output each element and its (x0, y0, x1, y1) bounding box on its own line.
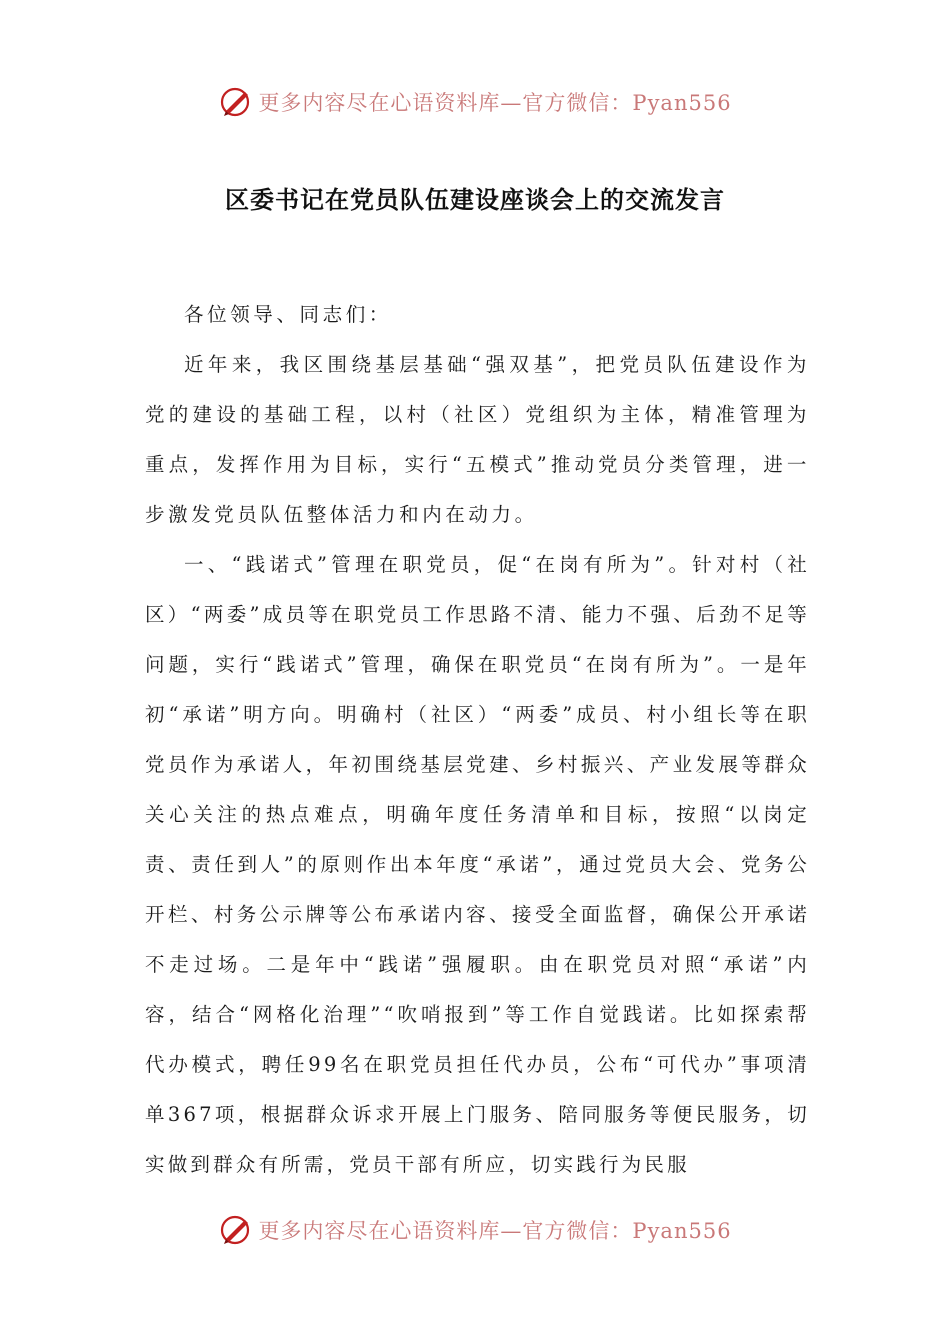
footer-watermark-banner (0, 1208, 950, 1252)
pen-logo-icon (218, 1212, 254, 1248)
watermark-text: 更多内容尽在心语资料库—官方微信：Pyan556 (258, 1219, 732, 1243)
paragraph: 近年来，我区围绕基层基础“强双基”，把党员队伍建设作为党的建设的基础工程，以村（社区）党组织为主体，精准管理为重点，发挥作用为目标，实行“五模式”推动党员分类管理，进一步激发党员队伍整体活力和内在动力。 (145, 353, 810, 526)
paragraph: 一、“践诺式”管理在职党员，促“在岗有所为”。针对村（社区）“两委”成员等在职党员工作思路不清、能力不强、后劲不足等问题，实行“践诺式”管理，确保在职党员“在岗有所为”。一是年初“承诺”明方向。明确村（社区）“两委”成员、村小组长等在职党员作为承诺人，年初围绕基层党建、乡村振兴、产业发展等群众关心关注的热点难点，明确年度任务清单和目标，按照“以岗定责、责任到人”的原则作出本年度“承诺”，通过党员大会、党务公开栏、村务公示牌等公布承诺内容、接受全面监督，确保公开承诺不走过场。二是年中“践诺”强履职。由在职党员对照“承诺”内容，结合“网格化治理”“吹哨报到”等工作自觉践诺。比如探索帮代办模式，聘任99名在职党员担任代办员，公布“可代办”事项清单367项，根据群众诉求开展上门服务、陪同服务等便民服务，切实做到群众有所需，党员干部有所应，切实践行为民服 (145, 553, 810, 1176)
watermark-text: 更多内容尽在心语资料库—官方微信：Pyan556 (258, 91, 732, 115)
pen-logo-icon (218, 84, 254, 120)
document-title: 区委书记在党员队伍建设座谈会上的交流发言 (225, 186, 725, 214)
salutation: 各位领导、同志们： (184, 303, 392, 326)
document-body (145, 290, 810, 1190)
header-watermark-banner (0, 80, 950, 124)
